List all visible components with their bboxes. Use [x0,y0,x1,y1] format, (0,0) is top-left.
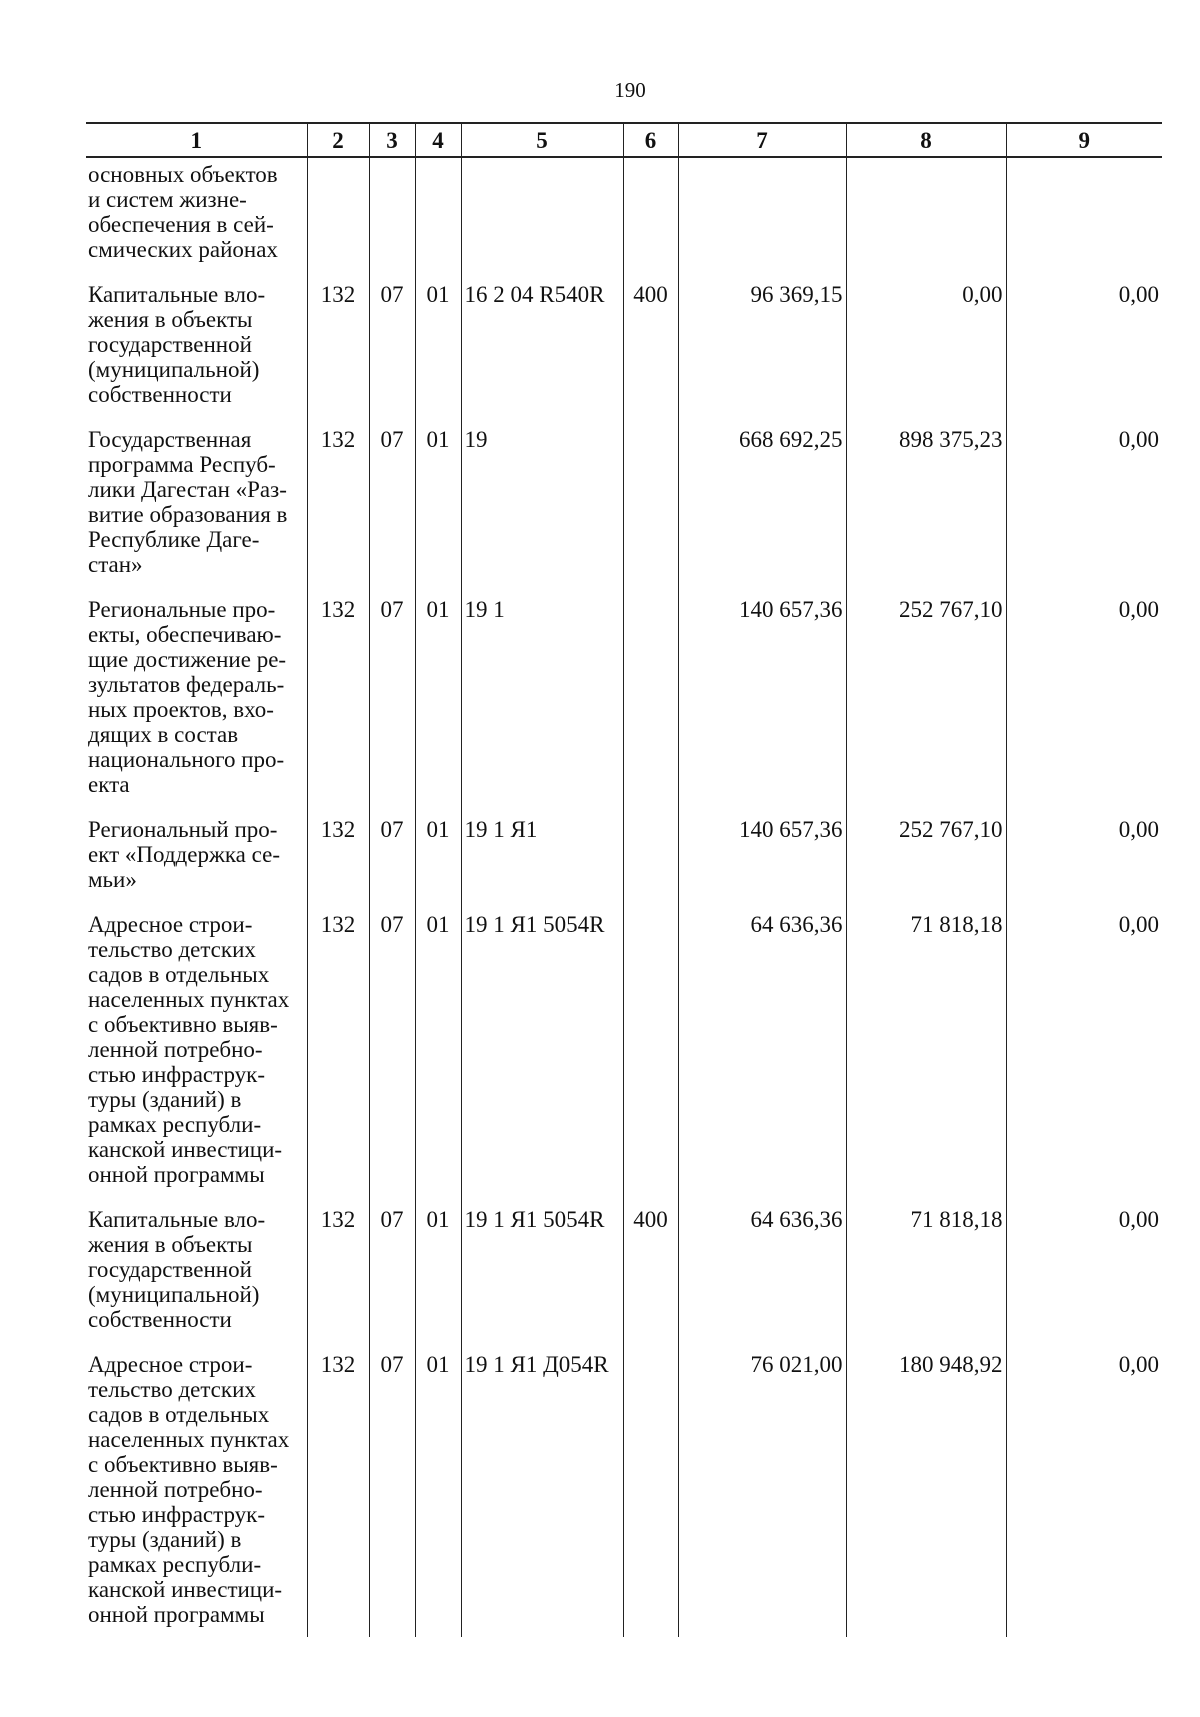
amount-col-8: 180 948,92 [846,1342,1006,1637]
item-description: Государственная программа Респуб- лики Дагестан «Раз- витие образования в Республике Даге- стан» [88,427,288,577]
ministry-code: 132 [307,417,369,587]
amount-col-8: 0,00 [846,272,1006,417]
ministry-code: 132 [307,807,369,902]
target-article-code: 19 1 Я1 Д054R [461,1342,623,1637]
table-row [86,417,1162,587]
expense-type-code [623,587,678,807]
subsection-code: 01 [415,1342,461,1637]
column-header-8: 8 [846,123,1006,157]
amount-col-8: 252 767,10 [846,587,1006,807]
expense-type-code: 400 [623,1197,678,1342]
item-description: Адресное строи- тельство детских садов в отдельных населенных пунктах с объективно выяв- ленной потребно- стью инфраструк- туры (зданий) в рамках республи- канской инвестици- онной программы [88,1352,290,1627]
section-code: 07 [369,272,415,417]
amount-col-7: 140 657,36 [678,587,846,807]
item-description: основных объектов и систем жизне- обеспечения в сей- смических районах [88,162,278,262]
section-code: 07 [369,807,415,902]
section-code: 07 [369,1342,415,1637]
amount-col-9: 0,00 [1006,1197,1162,1342]
ministry-code: 132 [307,902,369,1197]
table-header [86,123,1162,157]
header-row [86,123,1162,157]
budget-table [86,122,1162,1637]
table-row [86,902,1162,1197]
section-code: 07 [369,417,415,587]
amount-col-7: 64 636,36 [678,902,846,1197]
table-body [86,157,1162,1637]
page-number: 190 [614,78,646,102]
amount-col-7 [678,157,846,272]
amount-col-9: 0,00 [1006,417,1162,587]
amount-col-9: 0,00 [1006,902,1162,1197]
subsection-code: 01 [415,902,461,1197]
column-header-9: 9 [1006,123,1162,157]
expense-type-code: 400 [623,272,678,417]
item-description: Региональные про- екты, обеспечиваю- щие достижение ре- зультатов федераль- ных проектов, вхо- дящих в состав национального про- екта [88,597,287,797]
subsection-code [415,157,461,272]
table-row [86,272,1162,417]
amount-col-7: 64 636,36 [678,1197,846,1342]
target-article-code: 19 1 [461,587,623,807]
subsection-code: 01 [415,417,461,587]
ministry-code: 132 [307,272,369,417]
table-row [86,1342,1162,1637]
ministry-code: 132 [307,587,369,807]
amount-col-8: 252 767,10 [846,807,1006,902]
item-description: Капитальные вло- жения в объекты государственной (муниципальной) собственности [88,282,266,407]
ministry-code: 132 [307,1197,369,1342]
amount-col-9: 0,00 [1006,272,1162,417]
table-row [86,1197,1162,1342]
column-header-3: 3 [369,123,415,157]
target-article-code: 19 1 Я1 [461,807,623,902]
amount-col-7: 76 021,00 [678,1342,846,1637]
column-header-1: 1 [86,123,307,157]
amount-col-7: 668 692,25 [678,417,846,587]
item-description: Капитальные вло- жения в объекты государственной (муниципальной) собственности [88,1207,266,1332]
amount-col-8: 71 818,18 [846,1197,1006,1342]
section-code: 07 [369,902,415,1197]
column-header-5: 5 [461,123,623,157]
ministry-code: 132 [307,1342,369,1637]
item-description: Региональный про- ект «Поддержка се- мьи» [88,817,280,892]
target-article-code: 19 [461,417,623,587]
amount-col-7: 96 369,15 [678,272,846,417]
amount-col-9: 0,00 [1006,1342,1162,1637]
table-row [86,587,1162,807]
amount-col-9: 0,00 [1006,807,1162,902]
amount-col-8 [846,157,1006,272]
target-article-code: 19 1 Я1 5054R [461,902,623,1197]
ministry-code [307,157,369,272]
amount-col-9: 0,00 [1006,587,1162,807]
table-row [86,157,1162,272]
subsection-code: 01 [415,1197,461,1342]
expense-type-code [623,157,678,272]
expense-type-code [623,417,678,587]
column-header-4: 4 [415,123,461,157]
expense-type-code [623,807,678,902]
subsection-code: 01 [415,807,461,902]
amount-col-8: 898 375,23 [846,417,1006,587]
subsection-code: 01 [415,272,461,417]
amount-col-8: 71 818,18 [846,902,1006,1197]
item-description: Адресное строи- тельство детских садов в отдельных населенных пунктах с объективно выяв- ленной потребно- стью инфраструк- туры (зданий) в рамках республи- канской инвестици- онной программы [88,912,290,1187]
expense-type-code [623,1342,678,1637]
target-article-code: 16 2 04 R540R [461,272,623,417]
target-article-code: 19 1 Я1 5054R [461,1197,623,1342]
subsection-code: 01 [415,587,461,807]
amount-col-7: 140 657,36 [678,807,846,902]
expense-type-code [623,902,678,1197]
target-article-code [461,157,623,272]
column-header-7: 7 [678,123,846,157]
table-row [86,807,1162,902]
section-code [369,157,415,272]
section-code: 07 [369,587,415,807]
column-header-6: 6 [623,123,678,157]
amount-col-9 [1006,157,1162,272]
section-code: 07 [369,1197,415,1342]
column-header-2: 2 [307,123,369,157]
